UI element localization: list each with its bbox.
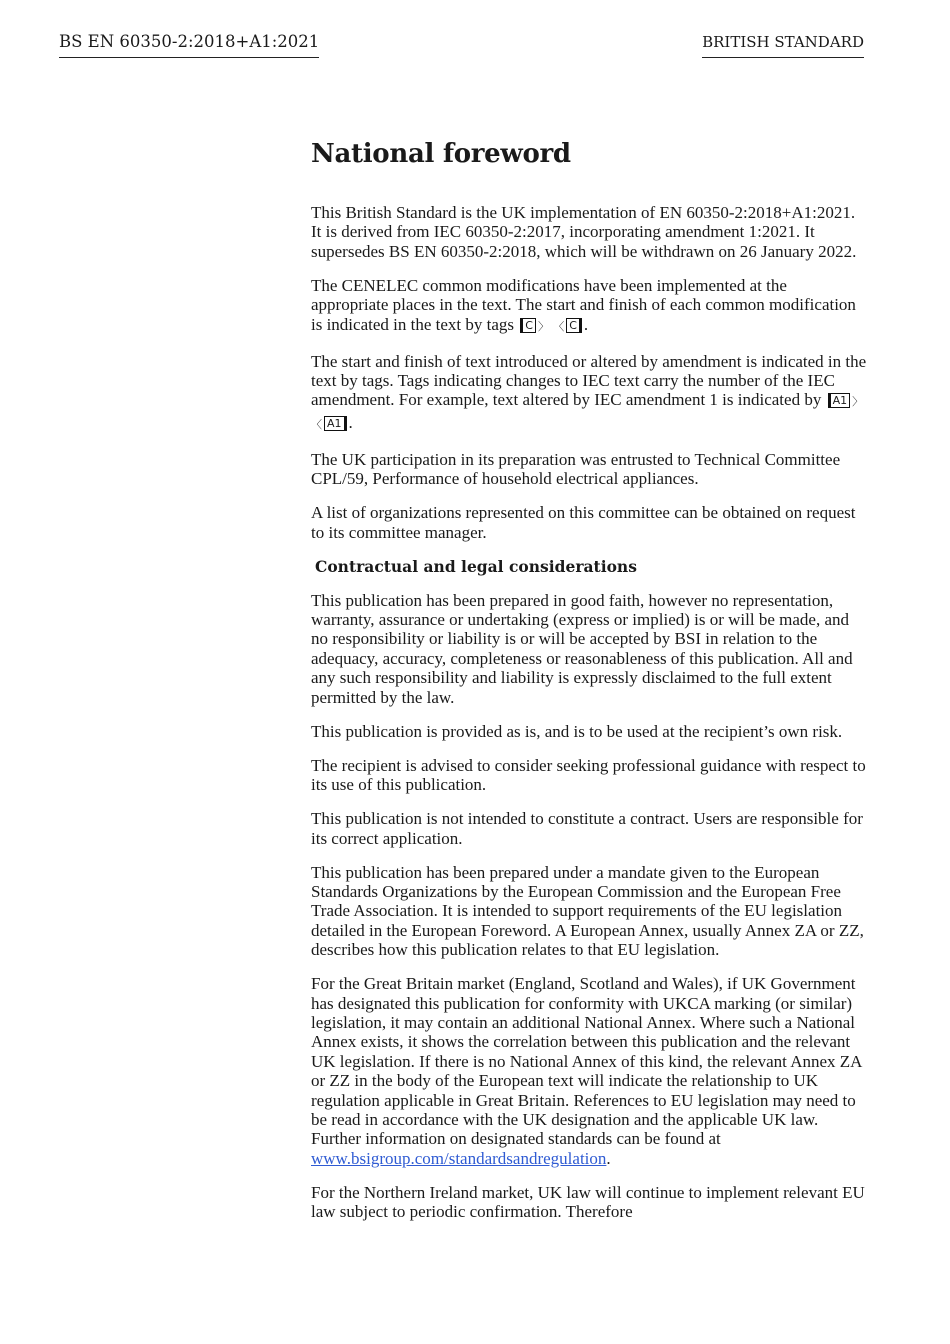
paragraph-text: For the Great Britain market (England, Scotland and Wales), if UK Government has designated this publication for conformity with UKCA marking (or similar) legislation, it may contain an additional National Annex. Where such a National Annex exists, it shows the correlation between this publication and the relevant UK legislation. If there is no National Annex of this kind, the relevant Annex ZA or ZZ in the body of the European text will indicate the relationship to UK regulation applicable in Great Britain. References to EU legislation may need to be read in accordance with the UK designation and the applicable UK law. Further information on designated standards can be found at xyxy=(311,974,862,1149)
paragraph-common-modifications: The CENELEC common modifications have been implemented at the appropriate places in the text. The start and finish of each common modification is indicated in the text by tags C 〉 〈 C . xyxy=(311,275,856,334)
paragraph-implementation: This British Standard is the UK implementation of EN 60350-2:2018+A1:2021. It is derived from IEC 60350-2:2017, incorporating amendment 1:2021. It supersedes BS EN 60350-2:2018, which will be withdrawn on 26 January 2022. xyxy=(311,203,857,261)
common-modification-start-tag-icon: C xyxy=(520,318,536,333)
common-modification-end-tag-icon: C xyxy=(566,318,582,333)
section-heading: Contractual and legal considerations xyxy=(315,556,637,576)
document-id: BS EN 60350-2:2018+A1:2021 xyxy=(59,31,319,58)
foreword-content xyxy=(311,138,867,1236)
paragraph-own-risk: This publication is provided as is, and is to be used at the recipient’s own risk. xyxy=(311,721,843,741)
paragraph-uk-participation: The UK participation in its preparation was entrusted to Technical Committee CPL/59, Performance of household electrical appliances. xyxy=(311,449,841,489)
standard-type-label: BRITISH STANDARD xyxy=(702,31,864,58)
paragraph-text: The start and finish of text introduced or altered by amendment is indicated in the text by tags. Tags indicating changes to IEC text carry the number of the IEC amendment. For example, text altered by IEC amendment 1 is indicated by xyxy=(311,351,867,410)
paragraph-mandate: This publication has been prepared under a mandate given to the European Standards Organizations by the European Commission and the European Free Trade Association. It is intended to support requirements of the EU legislation detailed in the European Foreword. A European Annex, usually Annex ZA or ZZ, describes how this publication relates to that EU legislation. xyxy=(311,862,864,960)
paragraph-good-faith: This publication has been prepared in good faith, however no representation, warranty, assurance or undertaking (express or implied) is or will be made, and no responsibility or liability is or will be accepted by BSI in relation to the adequacy, accuracy, completeness or reasonableness of this publication. All and any such responsibility and liability is expressly disclaimed to the full extent permitted by the law. xyxy=(311,590,853,707)
amendment-start-tag-icon: A1 xyxy=(828,393,851,408)
paragraph-great-britain-market xyxy=(311,974,867,1168)
bsi-standards-link[interactable]: www.bsigroup.com/standardsandregulation xyxy=(311,1148,607,1168)
paragraph-amendment-tags: The start and finish of text introduced or altered by amendment is indicated in the text by tags. Tags indicating changes to IEC text carry the number of the IEC amendment. For example, text altered by IEC amendment 1 is indicated by A1 〉 〈 A1 . xyxy=(311,351,867,432)
paragraph-end: . xyxy=(583,314,589,334)
paragraph-end: . xyxy=(606,1148,611,1168)
paragraph-organizations: A list of organizations represented on this committee can be obtained on request to its committee manager. xyxy=(311,503,856,542)
paragraph-not-contract: This publication is not intended to constitute a contract. Users are responsible for its correct application. xyxy=(311,809,863,848)
paragraph-end: . xyxy=(348,412,353,432)
amendment-end-tag-icon: A1 xyxy=(324,416,347,431)
paragraph-text: The CENELEC common modifications have been implemented at the appropriate places in the text. The start and finish of each common modification is indicated in the text by tags xyxy=(311,275,856,334)
page-title: National foreword xyxy=(311,139,571,169)
paragraph-northern-ireland-market: For the Northern Ireland market, UK law will continue to implement relevant EU law subject to periodic confirmation. Therefore xyxy=(311,1182,865,1222)
paragraph-professional-guidance: The recipient is advised to consider seeking professional guidance with respect to its use of this publication. xyxy=(311,755,866,795)
